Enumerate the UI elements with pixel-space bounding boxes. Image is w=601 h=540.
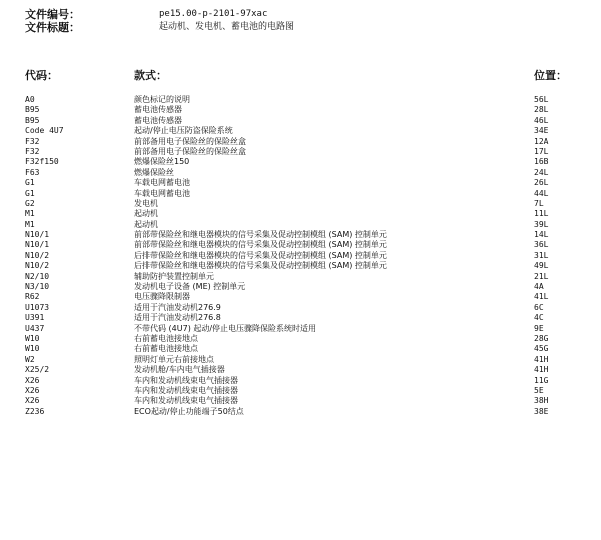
row-code: B95 xyxy=(25,105,40,115)
table-row xyxy=(0,292,601,302)
row-model: 前部备用电子保险丝的保险丝盒 xyxy=(134,146,246,156)
row-position: 49L xyxy=(534,261,549,271)
row-code: Code 4U7 xyxy=(25,126,64,136)
row-model: 车载电网蓄电池 xyxy=(134,178,190,188)
table-row xyxy=(0,282,601,292)
table-row xyxy=(0,209,601,219)
table-header xyxy=(0,69,601,83)
row-model: 前部带保险丝和继电器模块的信号采集及促动控制模组 (SAM) 控制单元 xyxy=(134,230,387,240)
table-row xyxy=(0,105,601,115)
row-code: W10 xyxy=(25,333,40,343)
row-code: F32 xyxy=(25,146,40,156)
doc-number-value: pe15.00-p-2101-97xac xyxy=(159,9,268,19)
row-model: 电压骤降限制器 xyxy=(134,292,190,302)
row-code: M1 xyxy=(25,209,35,219)
table-row xyxy=(0,240,601,250)
table-row xyxy=(0,334,601,344)
row-code: N10/2 xyxy=(25,250,50,260)
row-position: 16B xyxy=(534,157,549,167)
table-row xyxy=(0,303,601,313)
row-position: 41L xyxy=(534,292,549,302)
table-row xyxy=(0,386,601,396)
row-model: 发电机 xyxy=(134,198,158,208)
row-code: A0 xyxy=(25,95,35,104)
table-row xyxy=(0,178,601,188)
row-code: X26 xyxy=(25,375,40,385)
table-row xyxy=(0,147,601,157)
row-position: 41H xyxy=(534,365,549,375)
row-code: X26 xyxy=(25,385,40,395)
row-code: N10/2 xyxy=(25,261,50,271)
component-table xyxy=(0,95,601,417)
row-position: 45G xyxy=(534,344,549,354)
row-code: W2 xyxy=(25,354,35,364)
table-row xyxy=(0,272,601,282)
table-row xyxy=(0,344,601,354)
row-model: 蓄电池传感器 xyxy=(134,115,182,125)
row-position: 44L xyxy=(534,188,549,198)
table-row xyxy=(0,396,601,406)
row-model: 发动机电子设备 (ME) 控制单元 xyxy=(134,282,246,292)
row-code: W10 xyxy=(25,344,40,354)
table-row xyxy=(0,95,601,105)
row-position: 17L xyxy=(534,146,549,156)
table-row xyxy=(0,230,601,240)
row-code: G1 xyxy=(25,178,35,188)
row-code: N10/1 xyxy=(25,230,50,240)
row-model: 后排带保险丝和继电器模块的信号采集及促动控制模组 (SAM) 控制单元 xyxy=(134,250,387,260)
row-code: F32 xyxy=(25,136,40,146)
table-row xyxy=(0,116,601,126)
row-code: N10/1 xyxy=(25,240,50,250)
column-header-model: 款式： xyxy=(134,69,167,82)
row-model: 燃爆保险丝150 xyxy=(134,157,190,167)
row-model: 右前蓄电池接地点 xyxy=(134,344,198,354)
row-code: F32f150 xyxy=(25,157,59,167)
row-position: 31L xyxy=(534,250,549,260)
table-row xyxy=(0,251,601,261)
row-model: 车内和发动机线束电气插接器 xyxy=(134,396,238,406)
row-code: Z236 xyxy=(25,406,45,416)
table-row xyxy=(0,324,601,334)
row-model: 辅助防护装置控制单元 xyxy=(134,271,214,281)
row-code: N3/10 xyxy=(25,282,50,292)
row-position: 4C xyxy=(534,313,544,323)
row-model: 前部带保险丝和继电器模块的信号采集及促动控制模组 (SAM) 控制单元 xyxy=(134,240,387,250)
doc-number-label: 文件编号： xyxy=(25,8,80,21)
table-row xyxy=(0,199,601,209)
row-model: 照明灯单元右前接地点 xyxy=(134,354,214,364)
row-model: 起动机 xyxy=(134,209,158,219)
doc-title-value: 起动机、发电机、蓄电池的电路图 xyxy=(159,22,295,32)
row-position: 14L xyxy=(534,230,549,240)
table-row xyxy=(0,261,601,271)
row-model: 车内和发动机线束电气插接器 xyxy=(134,385,238,395)
doc-title-label: 文件标题： xyxy=(25,21,80,34)
row-position: 28G xyxy=(534,333,549,343)
row-code: U1073 xyxy=(25,302,50,312)
row-position: 21L xyxy=(534,271,549,281)
table-row xyxy=(0,220,601,230)
row-code: M1 xyxy=(25,219,35,229)
table-row xyxy=(0,376,601,386)
row-position: 39L xyxy=(534,219,549,229)
table-row xyxy=(0,157,601,167)
row-code: G2 xyxy=(25,198,35,208)
row-code: U437 xyxy=(25,323,45,333)
row-position: 4A xyxy=(534,282,544,292)
row-model: 后排带保险丝和继电器模块的信号采集及促动控制模组 (SAM) 控制单元 xyxy=(134,261,387,271)
table-row xyxy=(0,355,601,365)
row-position: 46L xyxy=(534,115,549,125)
row-code: N2/10 xyxy=(25,271,50,281)
row-code: X26 xyxy=(25,396,40,406)
row-model: 发动机舱/车内电气插接器 xyxy=(134,365,225,375)
row-position: 56L xyxy=(534,95,549,104)
row-model: 起动/停止电压防盗保险系统 xyxy=(134,126,233,136)
row-position: 36L xyxy=(534,240,549,250)
row-code: X25/2 xyxy=(25,365,50,375)
row-model: 车载电网蓄电池 xyxy=(134,188,190,198)
row-model: 燃爆保险丝 xyxy=(134,167,174,177)
table-row xyxy=(0,189,601,199)
row-position: 28L xyxy=(534,105,549,115)
row-code: R62 xyxy=(25,292,40,302)
row-model: 颜色标记的说明 xyxy=(134,95,190,104)
row-model: 不带代码 (4U7) 起动/停止电压骤降保险系统时适用 xyxy=(134,323,317,333)
row-code: G1 xyxy=(25,188,35,198)
row-position: 11L xyxy=(534,209,549,219)
row-position: 41H xyxy=(534,354,549,364)
row-position: 38H xyxy=(534,396,549,406)
row-position: 6C xyxy=(534,302,544,312)
column-header-position: 位置： xyxy=(534,69,567,82)
table-row xyxy=(0,168,601,178)
column-header-code: 代码： xyxy=(25,69,58,82)
table-row xyxy=(0,313,601,323)
row-model: 适用于汽油发动机276.8 xyxy=(134,313,221,323)
row-model: 前部备用电子保险丝的保险丝盒 xyxy=(134,136,246,146)
table-row xyxy=(0,407,601,417)
row-position: 5E xyxy=(534,385,544,395)
row-model: 起动机 xyxy=(134,219,158,229)
row-position: 9E xyxy=(534,323,544,333)
row-position: 38E xyxy=(534,406,549,416)
row-code: U391 xyxy=(25,313,45,323)
row-model: 适用于汽油发动机276.9 xyxy=(134,302,221,312)
row-code: F63 xyxy=(25,167,40,177)
row-position: 7L xyxy=(534,198,544,208)
row-position: 26L xyxy=(534,178,549,188)
row-position: 34E xyxy=(534,126,549,136)
row-model: 蓄电池传感器 xyxy=(134,105,182,115)
row-position: 24L xyxy=(534,167,549,177)
row-position: 11G xyxy=(534,375,549,385)
row-model: 车内和发动机线束电气插接器 xyxy=(134,375,238,385)
table-row xyxy=(0,137,601,147)
row-model: 右前蓄电池接地点 xyxy=(134,333,198,343)
table-row xyxy=(0,365,601,375)
table-row xyxy=(0,126,601,136)
row-model: ECO起动/停止功能端子50结点 xyxy=(134,406,244,416)
row-position: 12A xyxy=(534,136,549,146)
row-code: B95 xyxy=(25,115,40,125)
